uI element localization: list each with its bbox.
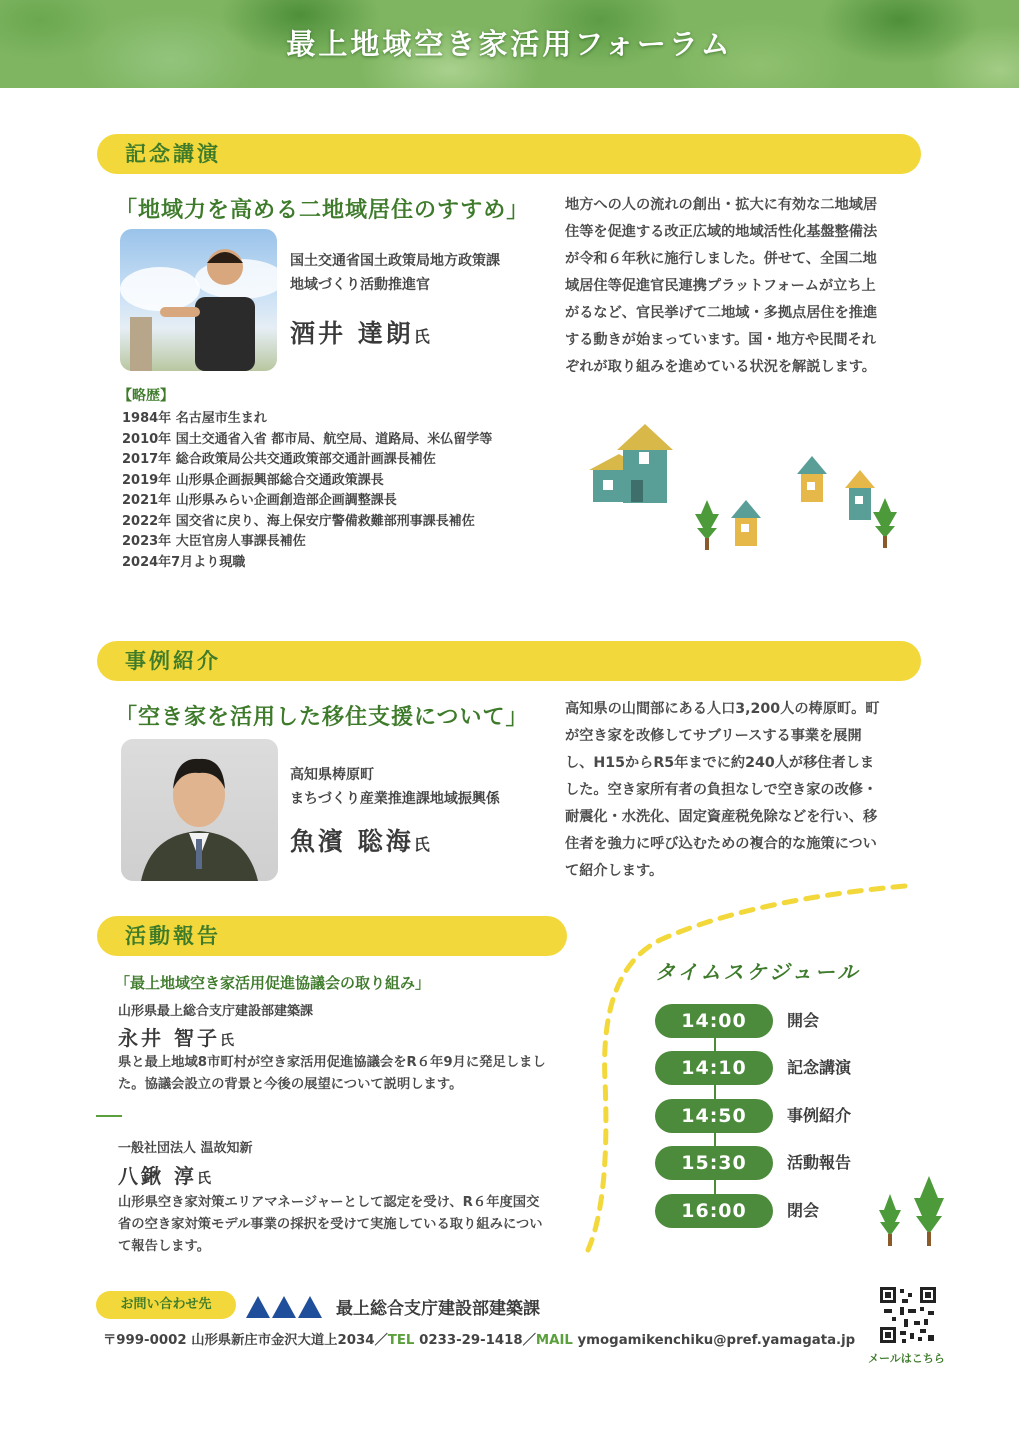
career-item: 2019年 山形県企画振興部総合交通政策課長 <box>122 472 384 488</box>
separator-2: ／ <box>522 1333 536 1348</box>
report2-honorific: 氏 <box>196 1171 211 1187</box>
section-label-report: 活動報告 <box>125 924 221 948</box>
report1-name-text: 永井 智子 <box>118 1026 220 1050</box>
section-bar-keynote <box>97 134 921 174</box>
mail-label: MAIL <box>535 1333 573 1348</box>
report2-org: 一般社団法人 温故知新 <box>118 1141 253 1156</box>
keynote-speaker-photo <box>120 229 277 371</box>
schedule-title: タイムスケジュール <box>655 960 861 984</box>
section-bar-report <box>97 916 567 956</box>
qr-code-icon[interactable] <box>880 1287 936 1343</box>
schedule-time: 14:00 <box>655 1004 773 1038</box>
keynote-speaker-name-text: 酒井 達朗 <box>290 319 414 348</box>
schedule-label: 活動報告 <box>787 1153 852 1172</box>
section-label-keynote: 記念講演 <box>125 142 221 166</box>
report2-name-text: 八鍬 淳 <box>118 1164 197 1188</box>
contact-details <box>103 1329 855 1348</box>
career-item: 1984年 名古屋市生まれ <box>122 411 267 426</box>
report-divider <box>96 1115 122 1117</box>
separator-1: ／ <box>374 1333 388 1348</box>
tel-label: TEL <box>387 1333 415 1348</box>
case-affiliation-line2: まちづくり産業推進課地域振興係 <box>290 791 500 807</box>
keynote-honorific: 氏 <box>413 327 430 346</box>
keynote-speaker-name <box>290 314 430 350</box>
trees-illustration <box>874 1172 946 1252</box>
keynote-affiliation <box>290 249 500 297</box>
career-item: 2021年 山形県みらい企画創造部企画調整課長 <box>122 493 397 508</box>
contact-mail[interactable]: ymogamikenchiku@pref.yamagata.jp <box>577 1333 856 1348</box>
keynote-photo-illustration <box>120 229 277 371</box>
houses-illustration <box>585 420 905 560</box>
keynote-description: 地方への人の流れの創出・拡大に有効な二地域居住等を促進する改正広域的地域活性化基盤整備法が令和６年秋に施行しました。併せて、全国二地域居住等促進官民連携プラットフォームが立ち上がるなど、官民挙げて二地域・多拠点居住を推進する動きが始まっています。国・地方や民間それぞれが取り組みを進めている状況を解説します。 <box>565 197 878 375</box>
report1-org: 山形県最上総合支庁建設部建築課 <box>118 1004 314 1019</box>
contact-address: 〒999-0002 山形県新庄市金沢大道上2034 <box>103 1333 375 1348</box>
schedule-time: 14:50 <box>655 1099 773 1133</box>
case-description: 高知県の山間部にある人口3,200人の梼原町。町が空き家を改修してサブリースする事業を展開し、H15からR5年までに約240人が移住者しました。空き家所有者の負担なしで空き家の改修・耐震化・水洗化、固定資産税免除などを行い、移住者を強力に呼び込むための複合的な施策について紹介します。 <box>565 701 880 879</box>
schedule-label: 閉会 <box>787 1201 820 1220</box>
career-item: 2024年7月より現職 <box>122 554 246 570</box>
contact-tel[interactable]: 0233-29-1418 <box>419 1333 523 1348</box>
report2-description: 山形県空き家対策エリアマネージャーとして認定を受け、R６年度国交省の空き家対策モデル事業の採択を受けて実施している取り組みについて報告します。 <box>118 1195 543 1254</box>
case-speaker-photo <box>121 739 278 881</box>
career-item: 2023年 大臣官房人事課長補佐 <box>122 534 306 549</box>
keynote-affiliation-line1: 国土交通省国土政策局地方政策課 <box>290 253 500 269</box>
contact-label: お問い合わせ先 <box>96 1291 236 1319</box>
report2-name <box>118 1160 211 1189</box>
page-title: 最上地域空き家活用フォーラム <box>286 27 733 61</box>
case-speaker-name-text: 魚濱 聡海 <box>290 827 414 856</box>
report1-name <box>118 1022 234 1051</box>
keynote-talk-title: 「地域力を高める二地域居住のすすめ」 <box>115 198 530 223</box>
case-speaker-name <box>290 822 430 858</box>
prefecture-logo-icon <box>246 1292 326 1318</box>
career-list <box>122 409 492 573</box>
report1-description: 県と最上地域8市町村が空き家活用促進協議会をR６年9月に発足しました。協議会設立の背景と今後の展望について説明します。 <box>118 1055 546 1092</box>
contact-org: 最上総合支庁建設部建築課 <box>336 1299 540 1319</box>
section-label-case: 事例紹介 <box>125 649 221 673</box>
career-item: 2010年 国土交通省入省 都市局、航空局、道路局、米仏留学等 <box>122 431 493 447</box>
case-affiliation-line1: 高知県梼原町 <box>290 767 374 783</box>
case-photo-illustration <box>121 739 278 881</box>
report1-title: 「最上地域空き家活用促進協議会の取り組み」 <box>115 974 431 992</box>
schedule-time: 15:30 <box>655 1146 773 1180</box>
schedule-label: 事例紹介 <box>787 1106 852 1125</box>
case-affiliation <box>290 763 500 811</box>
keynote-affiliation-line2: 地域づくり活動推進官 <box>290 277 430 293</box>
case-talk-title: 「空き家を活用した移住支援について」 <box>115 705 529 730</box>
schedule-label: 記念講演 <box>787 1058 852 1077</box>
report1-honorific: 氏 <box>219 1033 234 1049</box>
career-item: 2022年 国交省に戻り、海上保安庁警備救難部刑事課長補佐 <box>122 513 475 529</box>
career-heading: 【略歴】 <box>118 388 174 404</box>
schedule-time: 16:00 <box>655 1194 773 1228</box>
career-item: 2017年 総合政策局公共交通政策部交通計画課長補佐 <box>122 452 436 467</box>
schedule-time: 14:10 <box>655 1051 773 1085</box>
case-honorific: 氏 <box>413 835 430 854</box>
qr-caption: メールはこちら <box>868 1352 945 1365</box>
schedule-label: 開会 <box>787 1011 820 1030</box>
section-bar-case <box>97 641 921 681</box>
